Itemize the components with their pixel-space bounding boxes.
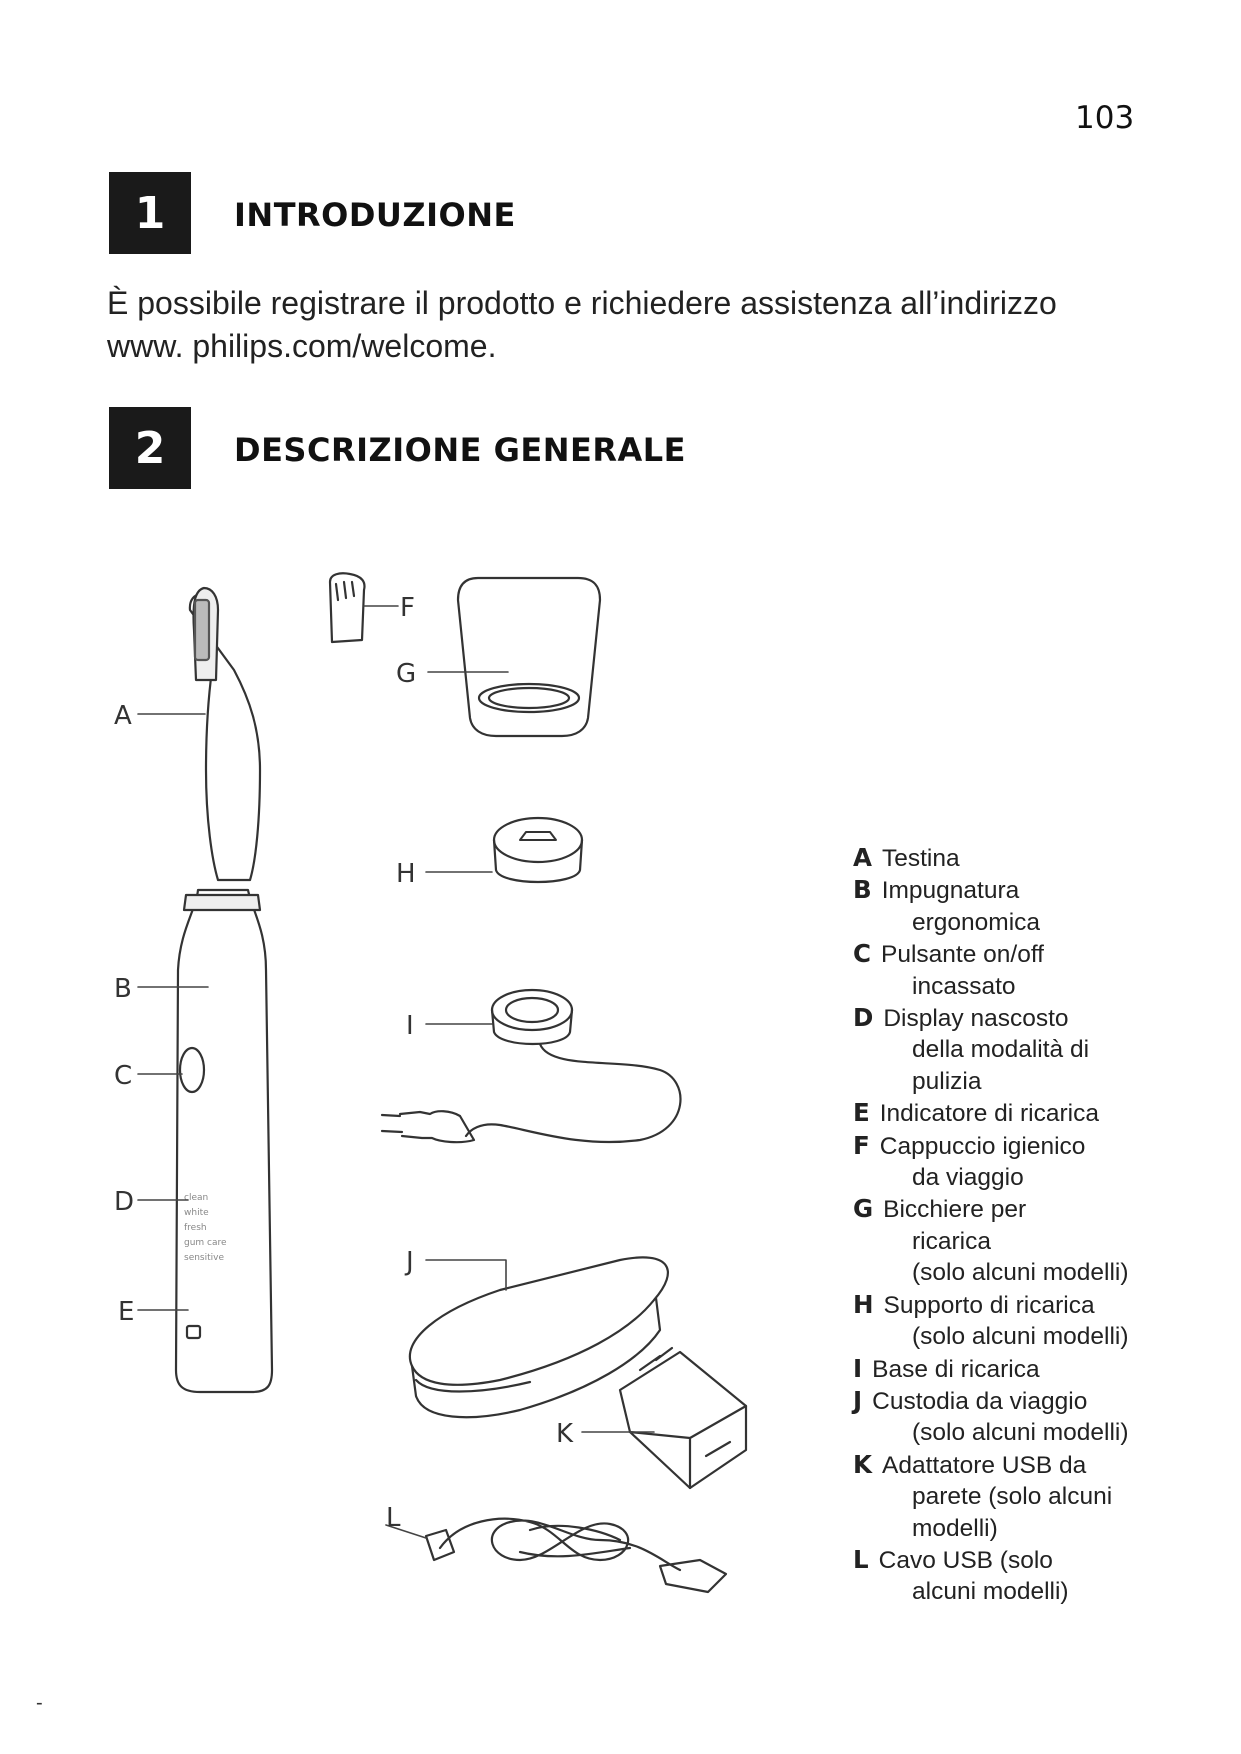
product-illustration <box>100 570 820 1610</box>
charging-base-drawing <box>382 990 680 1142</box>
section-title: INTRODUZIONE <box>234 196 516 234</box>
figure-label: K <box>556 1419 574 1449</box>
section-title: DESCRIZIONE GENERALE <box>234 431 687 469</box>
legend-item-b <box>853 874 1129 938</box>
legend-letter: B <box>853 875 872 905</box>
section-number-box: 1 <box>109 172 191 254</box>
toothbrush-drawing <box>176 588 272 1392</box>
charging-glass-drawing <box>458 578 600 736</box>
legend-text: Custodia da viaggio <box>872 1387 1088 1415</box>
svg-text:white: white <box>184 1208 209 1218</box>
travel-cap-drawing <box>330 573 364 642</box>
legend-item-j <box>853 1385 1129 1449</box>
legend-text: (solo alcuni modelli) <box>912 1323 1129 1351</box>
figure-label: J <box>406 1247 414 1277</box>
travel-case-drawing <box>410 1257 668 1417</box>
figure-label: C <box>114 1061 133 1091</box>
figure-label: E <box>118 1297 135 1327</box>
svg-text:gum care: gum care <box>184 1238 227 1248</box>
legend-text: Bicchiere per <box>883 1196 1027 1224</box>
legend-letter: D <box>853 1003 874 1033</box>
legend-text: Indicatore di ricarica <box>879 1100 1099 1128</box>
legend-text: Display nascosto <box>883 1005 1069 1033</box>
legend-letter: K <box>853 1449 872 1479</box>
legend-text: incassato <box>912 972 1016 1000</box>
legend-text: Pulsante on/off <box>880 941 1044 969</box>
legend-text: della modalità di <box>912 1036 1090 1064</box>
legend-item-l <box>853 1544 1129 1608</box>
parts-legend <box>853 842 1129 1608</box>
legend-item-f <box>853 1130 1129 1194</box>
legend-item-a <box>853 842 1129 874</box>
legend-text: Supporto di ricarica <box>883 1291 1095 1319</box>
legend-letter: H <box>853 1289 874 1319</box>
legend-text: ergonomica <box>912 908 1041 936</box>
legend-item-d <box>853 1002 1129 1097</box>
intro-paragraph: È possibile registrare il prodotto e richiedere assistenza all’indirizzo www. philips.com/welcome. <box>107 285 1057 364</box>
usb-wall-adapter-drawing <box>620 1348 746 1488</box>
legend-text: parete (solo alcuni <box>912 1483 1113 1511</box>
legend-text: Adattatore USB da <box>882 1451 1087 1479</box>
legend-text: pulizia <box>912 1067 982 1095</box>
legend-letter: I <box>853 1353 863 1383</box>
section-number-box: 2 <box>109 407 191 489</box>
figure-label: D <box>114 1187 135 1217</box>
figure-label: L <box>386 1503 401 1533</box>
legend-item-i <box>853 1353 1129 1385</box>
legend-text: alcuni modelli) <box>912 1578 1069 1606</box>
legend-text: ricarica <box>912 1227 991 1255</box>
legend-text: Testina <box>881 845 960 872</box>
legend-text: modelli) <box>912 1514 998 1542</box>
figure-label: H <box>396 859 416 889</box>
legend-text: Impugnatura <box>881 877 1020 905</box>
legend-letter: C <box>853 939 871 969</box>
charging-stand-drawing <box>494 818 582 882</box>
legend-text: Cappuccio igienico <box>879 1132 1086 1160</box>
footer-mark: - <box>36 1692 43 1714</box>
legend-item-h <box>853 1289 1129 1353</box>
legend-item-k <box>853 1449 1129 1544</box>
legend-text: da viaggio <box>912 1164 1024 1192</box>
page-number: 103 <box>1075 100 1135 136</box>
legend-letter: E <box>853 1098 870 1128</box>
svg-text:fresh: fresh <box>184 1223 207 1233</box>
legend-item-g <box>853 1193 1129 1288</box>
legend-text: Cavo USB (solo <box>878 1546 1053 1574</box>
legend-text: Base di ricarica <box>872 1355 1040 1383</box>
figure-label: A <box>114 701 132 731</box>
figure-label: B <box>114 974 132 1004</box>
legend-letter: F <box>853 1130 870 1160</box>
legend-text: (solo alcuni modelli) <box>912 1259 1129 1287</box>
figure-label: F <box>400 593 415 623</box>
figure-label: G <box>396 659 417 689</box>
svg-text:clean: clean <box>184 1193 209 1203</box>
svg-text:sensitive: sensitive <box>184 1253 225 1263</box>
legend-letter: A <box>853 843 872 872</box>
legend-text: (solo alcuni modelli) <box>912 1419 1129 1447</box>
usb-cable-drawing <box>426 1519 726 1592</box>
legend-letter: G <box>853 1194 874 1224</box>
legend-item-c <box>853 938 1129 1002</box>
figure-label: I <box>406 1011 414 1041</box>
legend-item-e <box>853 1097 1129 1129</box>
legend-letter: J <box>853 1385 863 1415</box>
legend-letter: L <box>853 1544 869 1574</box>
